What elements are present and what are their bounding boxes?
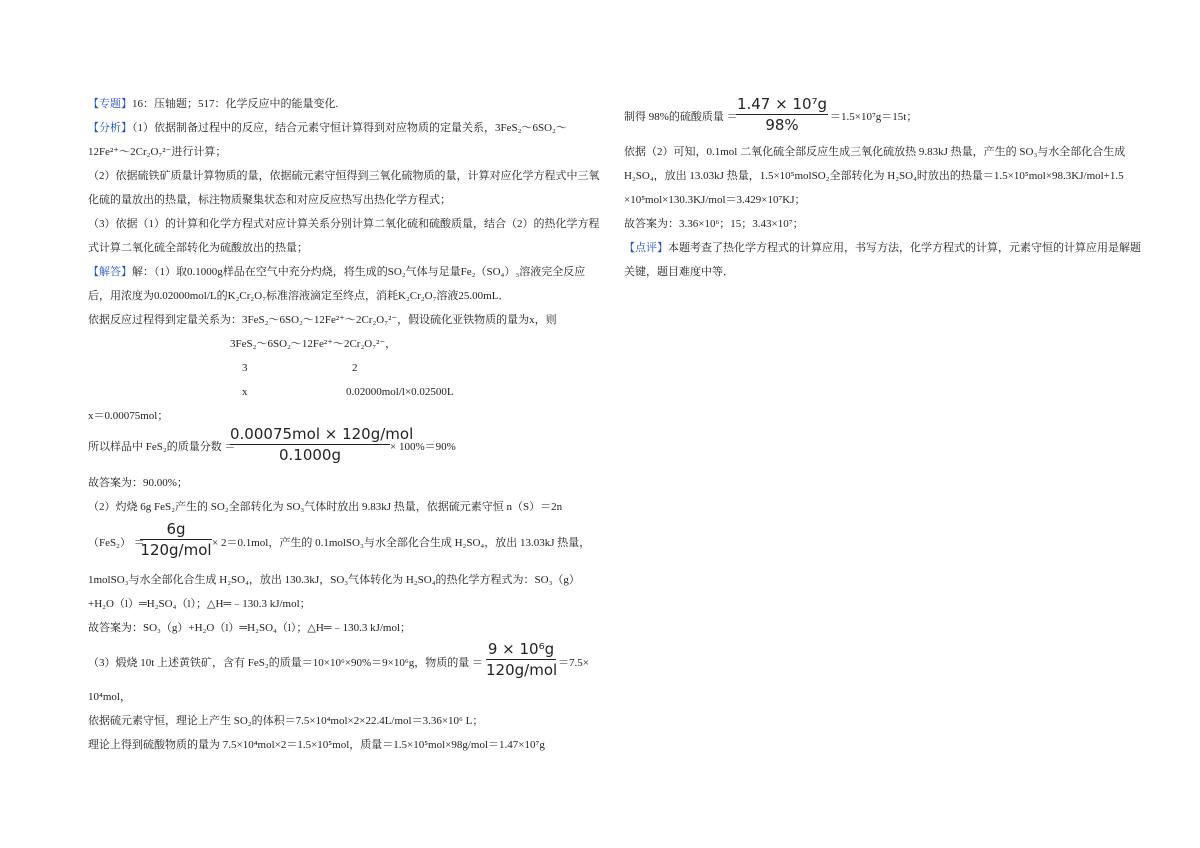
fraction-moles-fes2 <box>486 640 556 679</box>
answer-tag: 【解答】 <box>88 266 132 278</box>
fraction-denominator: 0.1000g <box>278 446 341 464</box>
right-line-2: 依据（2）可知，0.1mol 二氧化硫全部反应生成三氧化硫放热 9.83kJ 热量，产生的 SO₃与水全部化合生成 <box>624 146 1126 158</box>
fraction-numerator: 9 × 10⁶g <box>487 640 555 658</box>
topic-text: 16：压轴题；517：化学反应中的能量变化. <box>132 98 339 110</box>
answer-line-2: 后，用浓度为0.02000mol/L的K₂Cr₂O₇标准溶液滴定至终点，消耗K₂Cr₂O₇溶液25.00mL． <box>88 290 510 302</box>
fraction-bar <box>230 444 390 445</box>
answer-part1: 故答案为：90.00%； <box>88 477 188 489</box>
fraction-bar <box>736 114 828 115</box>
fraction-denominator: 120g/mol <box>140 541 212 559</box>
part2-line-3: 1molSO₃与水全部化合生成 H₂SO₄，放出 130.3kJ，SO₃气体转化为 H₂SO₄的热化学方程式为：SO₃（g） <box>88 574 580 586</box>
analysis-line-4: 化硫的量放出的热量，标注物质聚集状态和对应反应热写出热化学方程式； <box>88 194 451 206</box>
frac3-suffix: ＝7.5× <box>558 657 589 669</box>
analysis-text-1: （1）依据制备过程中的反应，结合元素守恒计算得到对应物质的定量关系，3FeS₂～6SO₂～ <box>132 122 567 134</box>
part3-line-3: 依据硫元素守恒，理论上产生 SO₂的体积＝7.5×10⁴mol×2×22.4L/mol＝3.36×10⁶ L； <box>88 715 484 727</box>
frac1-prefix: 所以样品中 FeS₂的质量分数 ＝ <box>88 441 236 453</box>
part2-line-4: +H₂O（l）═H₂SO₄（l）；△H═﹣130.3 kJ/mol； <box>88 598 311 610</box>
comment-line-2: 关键，题目难度中等． <box>624 266 734 278</box>
relation-coef-b: 2 <box>352 362 358 374</box>
fraction-numerator: 1.47 × 10⁷g <box>736 95 828 113</box>
right-line-4: ×10⁵mol×130.3KJ/mol＝3.429×10⁷KJ； <box>624 194 806 206</box>
frac4-suffix: ＝1.5×10⁷g＝15t； <box>830 111 918 123</box>
fraction-denominator: 120g/mol <box>486 661 558 679</box>
analysis-line-2: 12Fe²⁺～2Cr₂O₇²⁻进行计算； <box>88 146 227 158</box>
frac2-suffix: × 2＝0.1mol，产生的 0.1molSO₃与水全部化合生成 H₂SO₄，放出 13.03kJ 热量， <box>212 537 591 549</box>
relation-line: 3FeS₂～6SO₂～12Fe²⁺～2Cr₂O₇²⁻， <box>230 338 397 350</box>
analysis-tag: 【分析】 <box>88 122 132 134</box>
answer-text-1: 解：（1）取0.1000g样品在空气中充分灼烧，将生成的SO₂气体与足量Fe₂（SO₄）₃溶液完全反应 <box>132 266 586 278</box>
comment-text-1: 本题考查了热化学方程式的计算应用，书写方法，化学方程式的计算，元素守恒的计算应用是解题 <box>668 242 1141 254</box>
fraction-numerator: 6g <box>166 520 186 538</box>
fraction-sulfuric-mass <box>736 95 828 134</box>
frac1-suffix: × 100%＝90% <box>390 441 456 453</box>
topic-tag: 【专题】 <box>88 98 132 110</box>
relation-coef-a: 3 <box>242 362 248 374</box>
fraction-bar <box>140 539 212 540</box>
fraction-denominator: 98% <box>765 116 799 134</box>
x-value-line: x＝0.00075mol； <box>88 410 169 422</box>
part2-line-1: （2）灼烧 6g FeS₂产生的 SO₂全部转化为 SO₃气体时放出 9.83kJ 热量，依据硫元素守恒 n（S）＝2n <box>88 501 563 513</box>
answer-line-3: 依据反应过程得到定量关系为：3FeS₂～6SO₂～12Fe²⁺～2Cr₂O₇²⁻，假设硫化亚铁物质的量为x，则 <box>88 314 557 326</box>
right-line-5: 故答案为：3.36×10⁶；15；3.43×10⁷； <box>624 218 804 230</box>
part3-line-4: 理论上得到硫酸物质的量为 7.5×10⁴mol×2＝1.5×10⁵mol，质量＝1.5×10⁵mol×98g/mol＝1.47×10⁷g <box>88 739 545 751</box>
frac2-prefix: （FeS₂） ＝ <box>88 537 145 549</box>
relation-var-x: x <box>242 386 248 398</box>
fraction-moles-s <box>140 520 212 559</box>
answer-part2: 故答案为：SO₃（g）+H₂O（l）═H₂SO₄（l）；△H═﹣130.3 kJ/mol； <box>88 622 412 634</box>
part3-line-2: 10⁴mol， <box>88 691 131 703</box>
fraction-bar <box>486 659 556 660</box>
fraction-mass-percent <box>230 425 414 464</box>
analysis-line-1 <box>88 121 567 135</box>
analysis-line-5: （3）依据（1）的计算和化学方程式对应计算关系分别计算二氧化硫和硫酸质量，结合（2）的热化学方程 <box>88 218 600 230</box>
comment-tag: 【点评】 <box>624 242 668 254</box>
answer-line-1 <box>88 265 585 279</box>
right-line-3: H₂SO₄，放出 13.03kJ 热量，1.5×10⁵molSO₂全部转化为 H₂SO₄时放出的热量＝1.5×10⁵mol×98.3KJ/mol+1.5 <box>624 170 1124 182</box>
frac4-prefix: 制得 98%的硫酸质量 ＝ <box>624 111 738 123</box>
frac3-prefix: （3）煅烧 10t 上述黄铁矿，含有 FeS₂的质量＝10×10⁶×90%＝9×10⁶g，物质的量 ＝ <box>88 657 483 669</box>
relation-amount: 0.02000mol/l×0.02500L <box>346 386 454 398</box>
comment-line-1 <box>624 241 1141 255</box>
topic-line <box>88 97 338 111</box>
analysis-line-6: 式计算二氧化硫全部转化为硫酸放出的热量； <box>88 242 308 254</box>
analysis-line-3: （2）依据硫铁矿质量计算物质的量，依据硫元素守恒得到三氧化硫物质的量，计算对应化学方程式中三氧 <box>88 170 600 182</box>
fraction-numerator: 0.00075mol × 120g/mol <box>230 425 414 443</box>
